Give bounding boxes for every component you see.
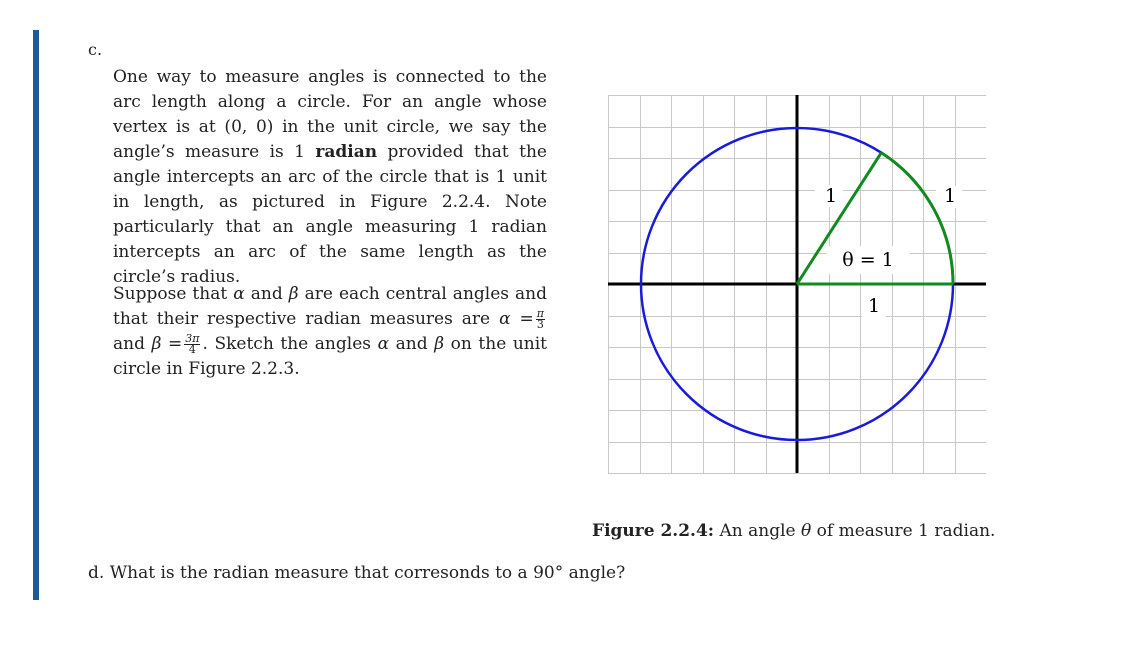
text-segment: Suppose that (113, 284, 234, 304)
figure-caption (592, 521, 995, 541)
arc-label: 1 (943, 185, 957, 207)
fraction-pi-over-3 (536, 309, 545, 330)
para1-text-rest: provided that the angle intercepts an arc of the circle that is 1 unit in length, as pictured in Figure 2.2.4. Note particularly that an angle measuring 1 radian intercepts an arc of the same length as the circle’s radius. (113, 142, 547, 287)
item-c-label: c. (88, 40, 103, 59)
beta-symbol: β (288, 284, 299, 304)
text-segment: are each central angles and that their respective radian measures are (113, 284, 548, 329)
radius-label: 1 (867, 295, 881, 317)
chord-label: 1 (824, 185, 838, 207)
left-accent-bar (33, 30, 39, 600)
fraction-denominator: 3 (536, 318, 544, 331)
caption-text-rest: of measure 1 radian. (811, 521, 996, 541)
text-segment: on the unit circle in Figure 2.2.3. (113, 334, 548, 379)
caption-figure-number: Figure 2.2.4: (592, 521, 715, 541)
beta-equation: β = (151, 334, 183, 354)
caption-text: An angle (714, 521, 801, 541)
radian-term: radian (315, 142, 378, 162)
text-segment: and (389, 334, 435, 354)
fraction-denominator: 4 (188, 343, 196, 356)
paragraph-alpha-beta-task (113, 282, 547, 382)
theta-label: θ = 1 (842, 249, 894, 271)
para1-text: One way to measure angles is connected to the arc length along a circle. For an angle whose vertex is at (0, 0) in the unit circle, we say the angle’s measure is 1 (113, 67, 547, 162)
caption-theta: θ (800, 521, 812, 541)
alpha-symbol: α (233, 284, 245, 304)
unit-circle-figure (608, 95, 986, 475)
fraction-3pi-over-4 (184, 334, 200, 355)
alpha-equation: α = (499, 309, 534, 329)
question-d: d. What is the radian measure that corresonds to a 90° angle? (88, 563, 626, 583)
paragraph-radian-definition (113, 65, 547, 290)
text-segment: and (113, 334, 152, 354)
text-segment: and (244, 284, 289, 304)
text-segment: . Sketch the angles (202, 334, 378, 354)
beta-symbol: β (434, 334, 445, 354)
fraction-numerator: π (536, 307, 544, 320)
fraction-numerator: 3π (185, 332, 200, 345)
alpha-symbol: α (377, 334, 390, 354)
